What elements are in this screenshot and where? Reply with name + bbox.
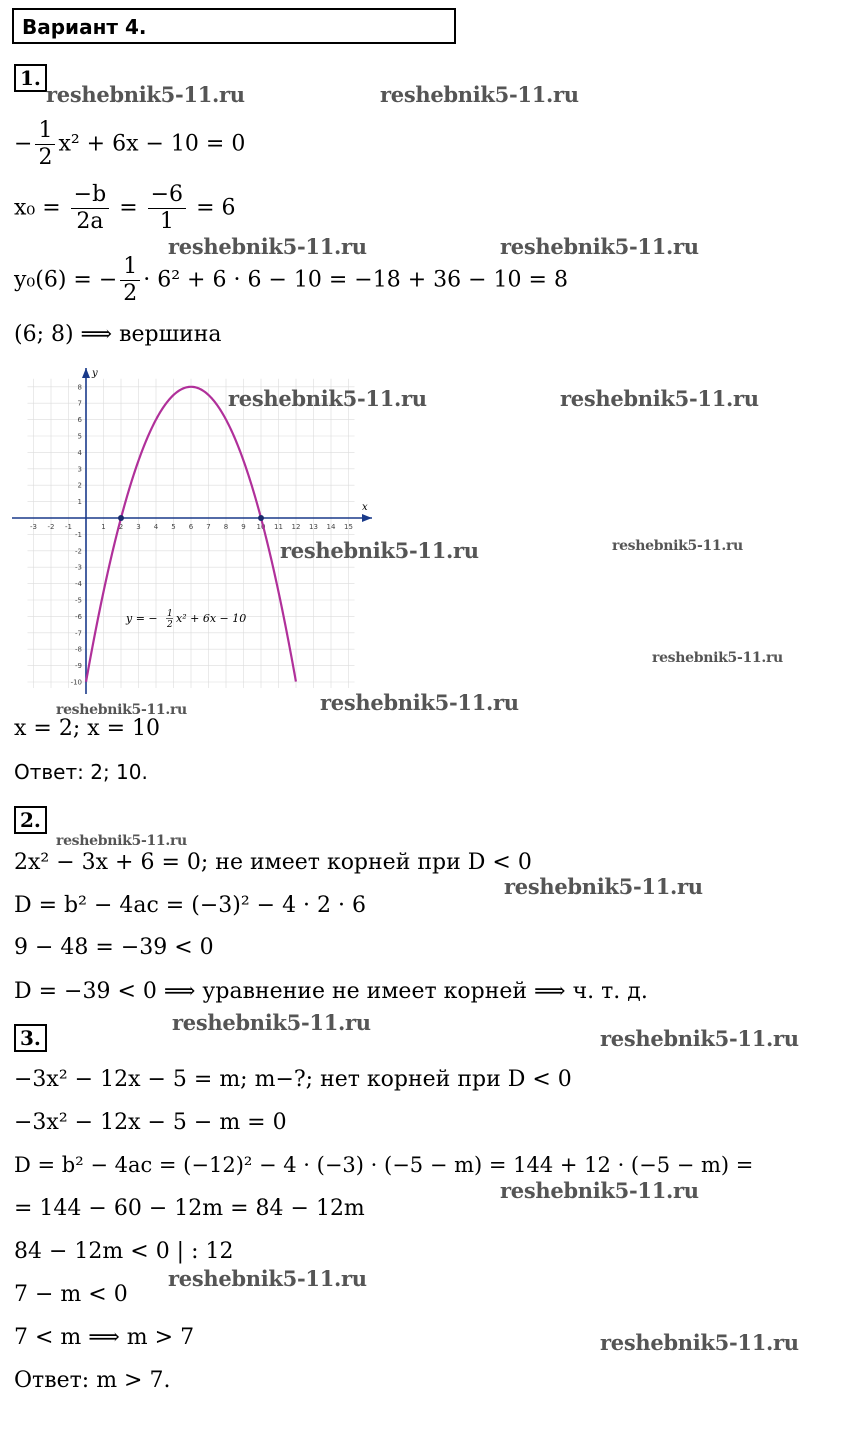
x-tick-label: 14 — [326, 523, 336, 531]
x-tick-label: 8 — [223, 523, 229, 531]
y-tick-label: 4 — [77, 448, 82, 457]
y-tick-label: 7 — [77, 399, 82, 408]
axes — [12, 368, 372, 694]
y-tick-label: 8 — [77, 383, 82, 392]
x-tick-label: 3 — [136, 523, 141, 531]
x-tick-label: 7 — [206, 523, 211, 531]
x-tick-label: 4 — [153, 523, 159, 531]
eq-fraction — [35, 118, 55, 171]
y-tick-label: 3 — [77, 465, 82, 474]
y-tick-label: -9 — [75, 662, 82, 671]
task-2-number: 2. — [14, 806, 47, 834]
task-3-line-5: 84 − 12m < 0 | : 12 — [14, 1239, 234, 1264]
x-tick-label: 15 — [344, 523, 353, 531]
x-tick-label: -2 — [47, 523, 55, 531]
x0-f2-num: −6 — [148, 182, 186, 209]
x0-f1-num: −b — [71, 182, 110, 209]
y-tick-label: -8 — [75, 645, 82, 654]
task-3-answer: Ответ: m > 7. — [14, 1368, 171, 1393]
y-tick-label: -3 — [75, 563, 82, 572]
eq-frac-num: 1 — [35, 118, 55, 145]
root-point — [258, 515, 264, 521]
y-tick-label: 5 — [77, 432, 82, 441]
task-1-number: 1. — [14, 64, 47, 92]
task-1-answer: Ответ: 2; 10. — [14, 760, 148, 784]
watermark: reshebnik5-11.ru — [320, 690, 519, 715]
task-1-vertex: (6; 8) ⟹ вершина — [14, 322, 222, 347]
y-tick-label: -10 — [70, 678, 82, 687]
function-label — [125, 609, 246, 630]
x-tick-label: 2 — [118, 523, 124, 531]
x0-fraction-1 — [71, 182, 110, 235]
watermark: reshebnik5-11.ru — [168, 234, 367, 259]
y-tick-label: -5 — [75, 596, 82, 605]
y-tick-label: 2 — [77, 481, 82, 490]
eq-frac-den: 2 — [38, 145, 53, 170]
task-3-line-3: D = b² − 4ac = (−12)² − 4 · (−3) · (−5 − m) = 144 + 12 · (−5 − m) = — [14, 1153, 754, 1177]
tick-labels — [30, 383, 353, 686]
task-3-number: 3. — [14, 1024, 47, 1052]
x-axis-label: x — [362, 502, 368, 513]
y-tick-label: -7 — [75, 629, 82, 638]
task-2-line-1: 2x² − 3x + 6 = 0; не имеет корней при D < 0 — [14, 850, 532, 875]
watermark: reshebnik5-11.ru — [652, 650, 783, 666]
watermark: reshebnik5-11.ru — [500, 1178, 699, 1203]
function-label-rhs: x² + 6x − 10 — [176, 612, 247, 625]
task-3-line-2: −3x² − 12x − 5 − m = 0 — [14, 1110, 287, 1135]
x-tick-label: -1 — [65, 523, 72, 531]
eq-rest: x² + 6x − 10 = 0 — [58, 131, 246, 157]
x-tick-label: 6 — [188, 523, 194, 531]
y0-frac-num: 1 — [120, 254, 140, 281]
y-axis-arrow — [82, 368, 90, 378]
watermark: reshebnik5-11.ru — [500, 234, 699, 259]
y-tick-label: -4 — [75, 580, 82, 589]
x-tick-label: 9 — [241, 523, 246, 531]
task-2-line-4: D = −39 < 0 ⟹ уравнение не имеет корней ⟹ ч. т. д. — [14, 979, 648, 1004]
task-1-roots: x = 2; x = 10 — [14, 716, 161, 741]
y-tick-label: -6 — [75, 612, 82, 621]
watermark: reshebnik5-11.ru — [168, 1266, 367, 1291]
x0-lhs: x₀ = — [14, 195, 61, 221]
task-3-line-1: −3x² − 12x − 5 = m; m−?; нет корней при D < 0 — [14, 1067, 572, 1092]
eq-minus: − — [14, 131, 33, 157]
task-1-y0 — [14, 254, 568, 307]
task-2-line-2: D = b² − 4ac = (−3)² − 4 · 2 · 6 — [14, 893, 367, 918]
x0-fraction-2 — [148, 182, 186, 235]
task-1-x0 — [14, 182, 236, 235]
watermark: reshebnik5-11.ru — [46, 82, 245, 107]
y-axis-label: y — [92, 368, 98, 379]
y-tick-label: 6 — [77, 416, 82, 425]
x0-f2-den: 1 — [159, 209, 174, 234]
y0-fraction — [120, 254, 140, 307]
watermark: reshebnik5-11.ru — [504, 874, 703, 899]
watermark: reshebnik5-11.ru — [228, 386, 427, 411]
function-label-lhs: y = − — [126, 612, 158, 625]
y-tick-label: 1 — [77, 498, 82, 507]
x0-f1-den: 2a — [76, 209, 104, 234]
x-tick-label: 5 — [171, 523, 176, 531]
x-tick-label: 11 — [274, 523, 283, 531]
y-tick-label: -2 — [75, 547, 82, 556]
task-2-line-3: 9 − 48 = −39 < 0 — [14, 935, 214, 960]
task-3-line-7: 7 < m ⟹ m > 7 — [14, 1325, 195, 1350]
x-tick-label: 10 — [256, 523, 266, 531]
task-3-line-6: 7 − m < 0 — [14, 1282, 128, 1307]
variant-title: Вариант 4. — [12, 8, 456, 44]
x-axis-arrow — [362, 514, 372, 522]
y-tick-label: -1 — [75, 530, 82, 539]
y0-frac-den: 2 — [123, 281, 138, 306]
task-1-equation — [14, 118, 245, 171]
watermark: reshebnik5-11.ru — [56, 833, 187, 849]
watermark: reshebnik5-11.ru — [600, 1330, 799, 1355]
function-label-den: 2 — [167, 620, 173, 630]
task-3-line-4: = 144 − 60 − 12m = 84 − 12m — [14, 1196, 365, 1221]
watermark: reshebnik5-11.ru — [280, 538, 479, 563]
watermark: reshebnik5-11.ru — [56, 702, 187, 718]
x0-eq: = — [119, 195, 138, 221]
function-label-num: 1 — [167, 609, 173, 619]
root-point — [118, 515, 124, 521]
watermark: reshebnik5-11.ru — [612, 538, 743, 554]
y0-lhs: y₀(6) = − — [14, 267, 118, 293]
watermark: reshebnik5-11.ru — [380, 82, 579, 107]
parabola-graph — [10, 362, 380, 697]
watermark: reshebnik5-11.ru — [172, 1010, 371, 1035]
x-tick-label: 12 — [291, 523, 301, 531]
x-tick-label: 1 — [101, 523, 106, 531]
y0-rest: · 6² + 6 · 6 − 10 = −18 + 36 − 10 = 8 — [143, 267, 568, 293]
watermark: reshebnik5-11.ru — [600, 1026, 799, 1051]
watermark: reshebnik5-11.ru — [560, 386, 759, 411]
x-tick-label: 13 — [309, 523, 318, 531]
x-tick-label: -3 — [30, 523, 37, 531]
x0-result: = 6 — [196, 195, 236, 221]
